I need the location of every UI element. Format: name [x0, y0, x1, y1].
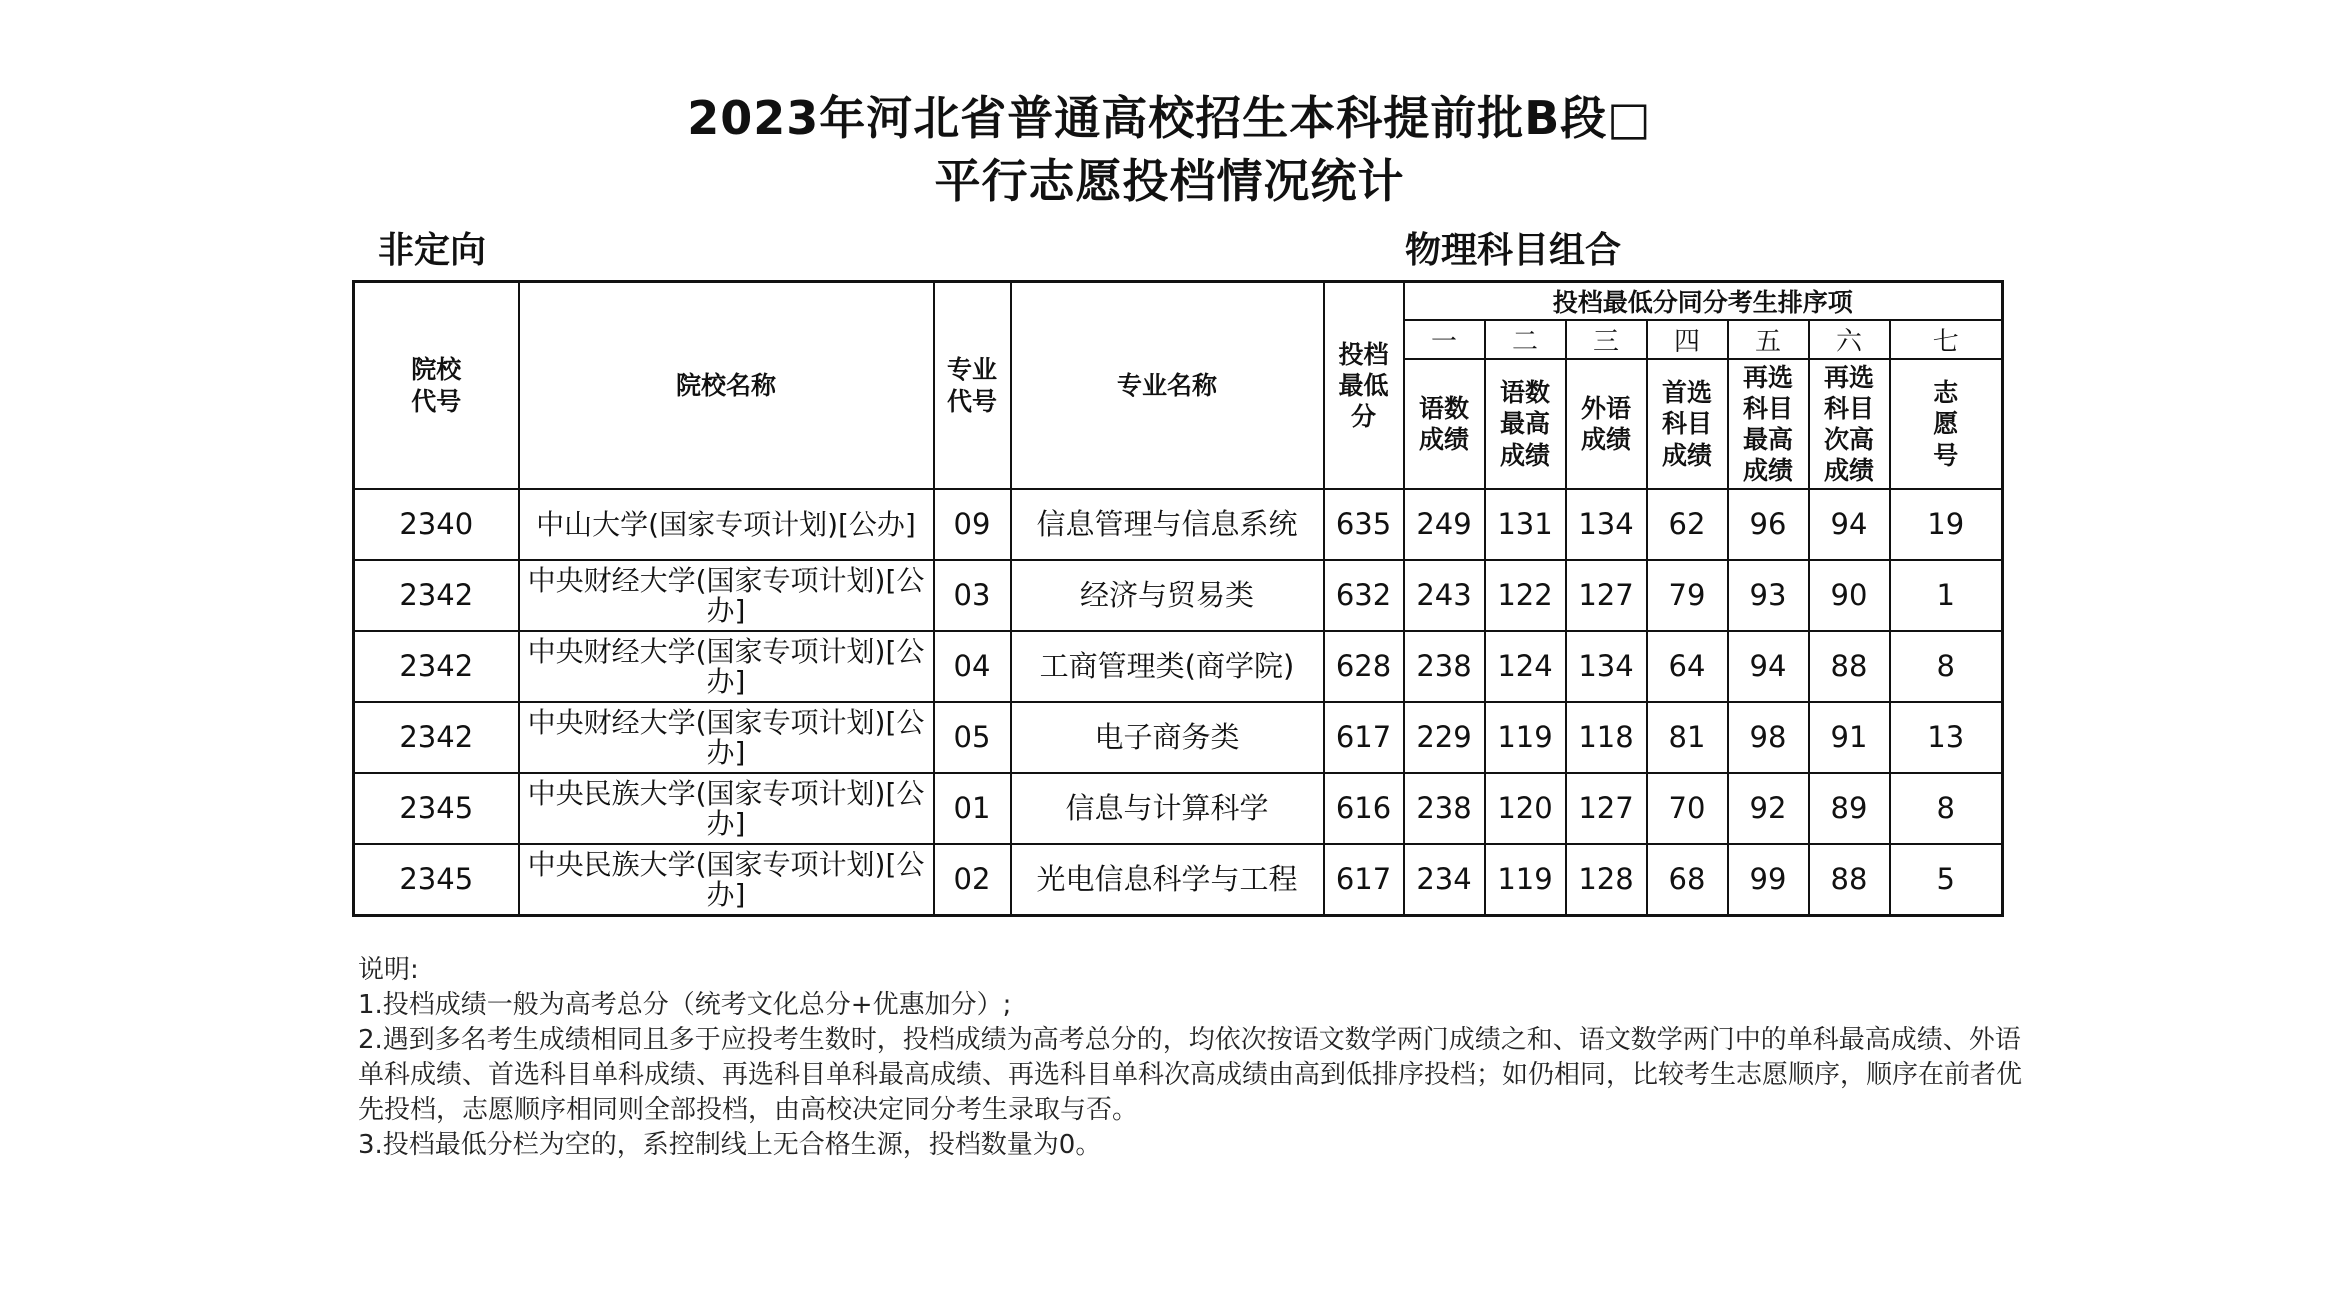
cell-major-name: 经济与贸易类	[1011, 560, 1324, 631]
cell-tiebreak-6: 90	[1809, 560, 1890, 631]
header-tiebreak-number: 六	[1809, 320, 1890, 359]
header-tiebreak-number: 七	[1890, 320, 2003, 359]
cell-tiebreak-2: 131	[1485, 489, 1566, 560]
cell-tiebreak-5: 99	[1728, 844, 1809, 916]
cell-tiebreak-7: 8	[1890, 773, 2003, 844]
cell-tiebreak-2: 119	[1485, 702, 1566, 773]
header-tiebreak-item: 志愿号	[1890, 359, 2003, 489]
cell-tiebreak-1: 229	[1404, 702, 1485, 773]
cell-school-name: 中央财经大学(国家专项计划)[公办]	[519, 631, 934, 702]
header-major-code: 专业代号	[934, 282, 1011, 490]
subject-group-label: 物理科目组合	[1405, 230, 1622, 271]
admission-table	[352, 280, 2004, 917]
cell-tiebreak-6: 91	[1809, 702, 1890, 773]
table-row	[354, 560, 2003, 631]
cell-tiebreak-1: 238	[1404, 773, 1485, 844]
cell-tiebreak-3: 118	[1566, 702, 1647, 773]
category-label: 非定向	[378, 230, 487, 271]
cell-tiebreak-4: 81	[1647, 702, 1728, 773]
notes-section	[358, 953, 2038, 1163]
cell-tiebreak-7: 1	[1890, 560, 2003, 631]
cell-tiebreak-1: 238	[1404, 631, 1485, 702]
header-tiebreak-item: 语数成绩	[1404, 359, 1485, 489]
cell-min-score: 632	[1324, 560, 1404, 631]
header-tiebreak-item: 再选科目最高成绩	[1728, 359, 1809, 489]
cell-tiebreak-6: 94	[1809, 489, 1890, 560]
cell-major-code: 01	[934, 773, 1011, 844]
header-tiebreak-number: 三	[1566, 320, 1647, 359]
cell-tiebreak-7: 13	[1890, 702, 2003, 773]
cell-major-code: 09	[934, 489, 1011, 560]
header-tiebreak-item: 外语成绩	[1566, 359, 1647, 489]
cell-tiebreak-3: 127	[1566, 560, 1647, 631]
cell-school-code: 2342	[354, 631, 519, 702]
header-tiebreak-item: 再选科目次高成绩	[1809, 359, 1890, 489]
page-title: 2023年河北省普通高校招生本科提前批B段□	[687, 91, 1652, 145]
cell-tiebreak-5: 92	[1728, 773, 1809, 844]
cell-school-code: 2342	[354, 702, 519, 773]
cell-tiebreak-1: 249	[1404, 489, 1485, 560]
notes-heading: 说明:	[358, 955, 419, 985]
cell-tiebreak-4: 70	[1647, 773, 1728, 844]
cell-tiebreak-3: 134	[1566, 489, 1647, 560]
cell-school-code: 2340	[354, 489, 519, 560]
header-school-name: 院校名称	[519, 282, 934, 490]
cell-tiebreak-4: 64	[1647, 631, 1728, 702]
header-tiebreak-group: 投档最低分同分考生排序项	[1404, 282, 2003, 321]
cell-tiebreak-5: 98	[1728, 702, 1809, 773]
cell-tiebreak-5: 94	[1728, 631, 1809, 702]
cell-school-name: 中山大学(国家专项计划)[公办]	[519, 489, 934, 560]
cell-major-name: 光电信息科学与工程	[1011, 844, 1324, 916]
cell-school-name: 中央民族大学(国家专项计划)[公办]	[519, 844, 934, 916]
header-tiebreak-number: 二	[1485, 320, 1566, 359]
cell-tiebreak-6: 89	[1809, 773, 1890, 844]
cell-tiebreak-3: 134	[1566, 631, 1647, 702]
table-row	[354, 489, 2003, 560]
table-row	[354, 773, 2003, 844]
cell-school-name: 中央财经大学(国家专项计划)[公办]	[519, 560, 934, 631]
cell-tiebreak-2: 120	[1485, 773, 1566, 844]
header-tiebreak-number: 五	[1728, 320, 1809, 359]
header-min-score: 投档最低分	[1324, 282, 1404, 490]
cell-school-code: 2342	[354, 560, 519, 631]
cell-tiebreak-4: 62	[1647, 489, 1728, 560]
cell-min-score: 617	[1324, 702, 1404, 773]
table-row	[354, 844, 2003, 916]
cell-tiebreak-5: 93	[1728, 560, 1809, 631]
header-tiebreak-number: 一	[1404, 320, 1485, 359]
cell-major-code: 02	[934, 844, 1011, 916]
table-row	[354, 631, 2003, 702]
page-title-line2: 平行志愿投档情况统计	[934, 154, 1405, 208]
cell-tiebreak-1: 234	[1404, 844, 1485, 916]
cell-tiebreak-6: 88	[1809, 844, 1890, 916]
table-row	[354, 702, 2003, 773]
cell-tiebreak-2: 119	[1485, 844, 1566, 916]
cell-major-code: 05	[934, 702, 1011, 773]
cell-tiebreak-3: 127	[1566, 773, 1647, 844]
cell-major-name: 信息与计算科学	[1011, 773, 1324, 844]
header-tiebreak-number: 四	[1647, 320, 1728, 359]
cell-tiebreak-5: 96	[1728, 489, 1809, 560]
cell-min-score: 617	[1324, 844, 1404, 916]
cell-tiebreak-1: 243	[1404, 560, 1485, 631]
cell-major-code: 04	[934, 631, 1011, 702]
cell-tiebreak-7: 5	[1890, 844, 2003, 916]
cell-min-score: 616	[1324, 773, 1404, 844]
note-item: 2.遇到多名考生成绩相同且多于应投考生数时，投档成绩为高考总分的，均依次按语文数学两门成绩之和、语文数学两门中的单科最高成绩、外语单科成绩、首选科目单科成绩、再选科目单科最高成绩、再选科目单科次高成绩由高到低排序投档；如仍相同，比较考生志愿顺序，顺序在前者优先投档，志愿顺序相同则全部投档，由高校决定同分考生录取与否。	[358, 1025, 2023, 1125]
cell-tiebreak-4: 79	[1647, 560, 1728, 631]
cell-school-name: 中央民族大学(国家专项计划)[公办]	[519, 773, 934, 844]
cell-min-score: 628	[1324, 631, 1404, 702]
cell-major-code: 03	[934, 560, 1011, 631]
header-major-name: 专业名称	[1011, 282, 1324, 490]
cell-tiebreak-4: 68	[1647, 844, 1728, 916]
cell-tiebreak-7: 8	[1890, 631, 2003, 702]
cell-school-name: 中央财经大学(国家专项计划)[公办]	[519, 702, 934, 773]
cell-tiebreak-2: 124	[1485, 631, 1566, 702]
cell-tiebreak-3: 128	[1566, 844, 1647, 916]
header-school-code: 院校代号	[354, 282, 519, 490]
cell-tiebreak-6: 88	[1809, 631, 1890, 702]
note-item: 3.投档最低分栏为空的，系控制线上无合格生源，投档数量为0。	[358, 1130, 1102, 1160]
header-tiebreak-item: 语数最高成绩	[1485, 359, 1566, 489]
cell-min-score: 635	[1324, 489, 1404, 560]
cell-major-name: 信息管理与信息系统	[1011, 489, 1324, 560]
cell-tiebreak-7: 19	[1890, 489, 2003, 560]
cell-major-name: 工商管理类(商学院)	[1011, 631, 1324, 702]
cell-school-code: 2345	[354, 773, 519, 844]
note-item: 1.投档成绩一般为高考总分（统考文化总分+优惠加分）;	[358, 990, 1012, 1020]
cell-major-name: 电子商务类	[1011, 702, 1324, 773]
cell-school-code: 2345	[354, 844, 519, 916]
header-tiebreak-item: 首选科目成绩	[1647, 359, 1728, 489]
cell-tiebreak-2: 122	[1485, 560, 1566, 631]
